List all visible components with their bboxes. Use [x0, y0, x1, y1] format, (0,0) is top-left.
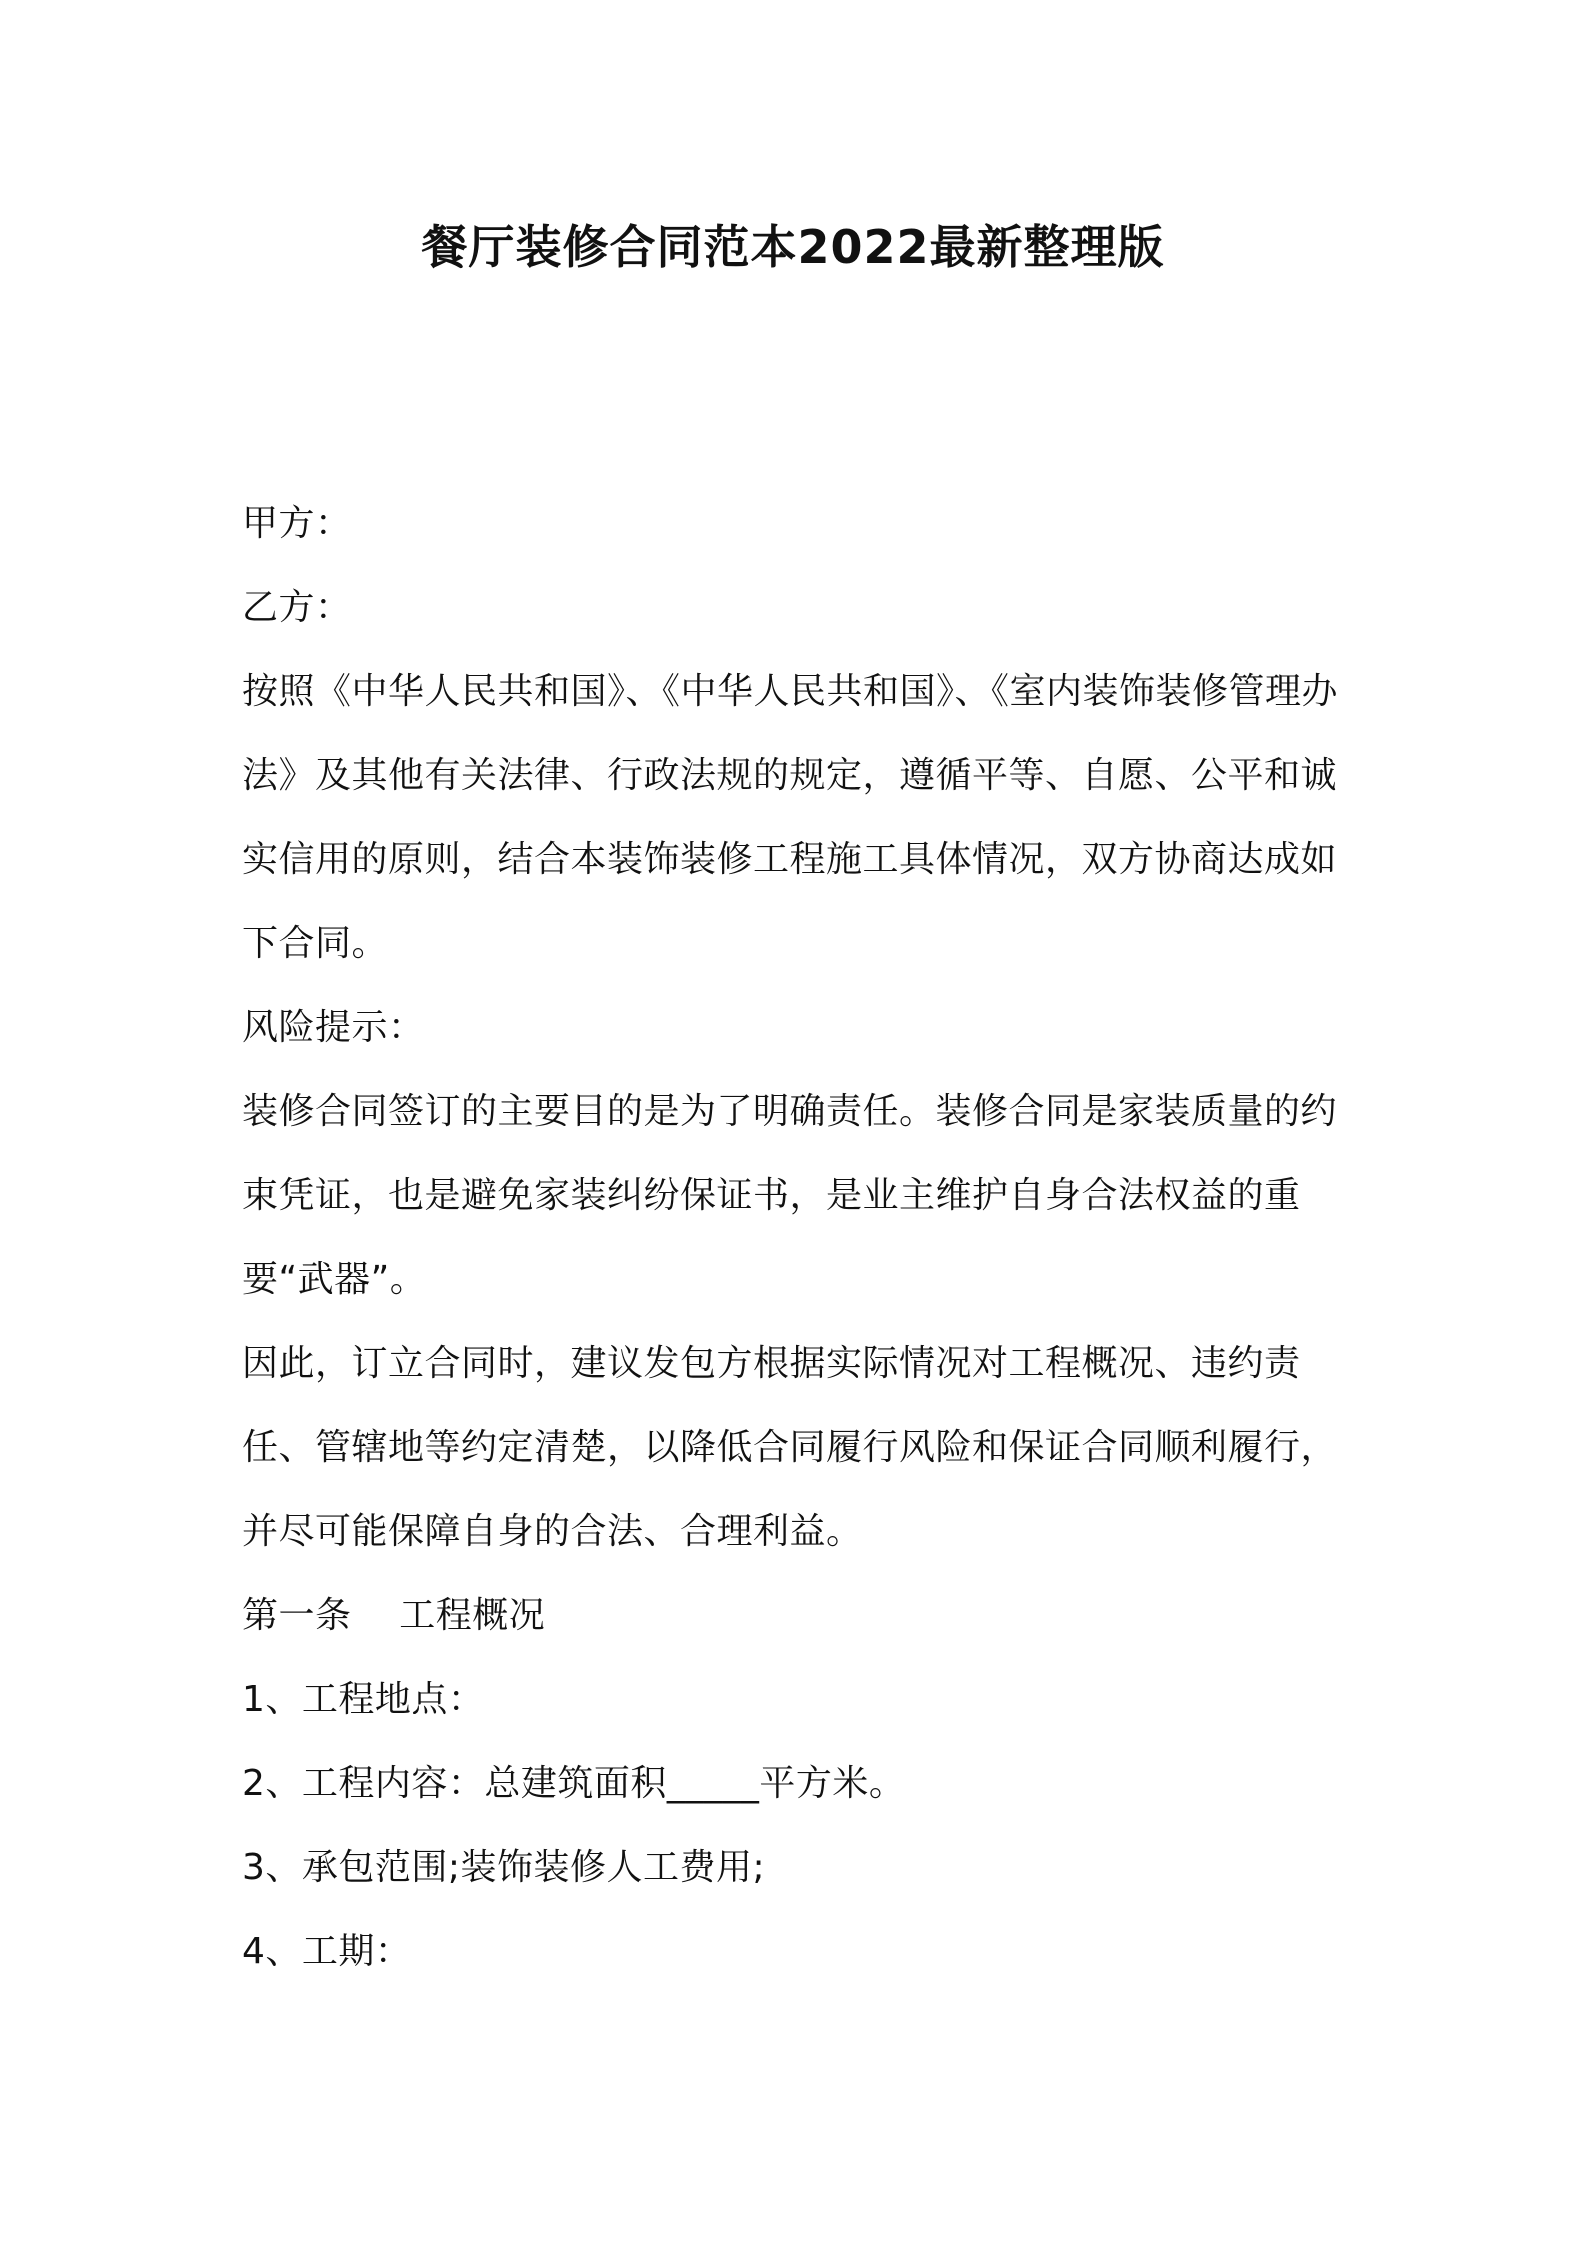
article-1-item: 1、工程地点：: [242, 1679, 485, 1720]
article-1-title: 工程概况: [399, 1595, 546, 1636]
article-1-item: 3、承包范围;装饰装修人工费用;: [242, 1847, 766, 1888]
article-1-item: 4、工期：: [242, 1931, 412, 1972]
party-a-line: 甲方：: [242, 503, 352, 544]
preamble-paragraph: 按照《中华人民共和国》、《中华人民共和国》、《室内装饰装修管理办法》及其他有关法律、行政法规的规定，遵循平等、自愿、公平和诚实信用的原则，结合本装饰装修工程施工具体情况，双方协商达成如下合同。: [242, 671, 1339, 964]
party-b-line: 乙方：: [242, 587, 352, 628]
document-body: [242, 482, 1360, 1994]
document-title: 餐厅装修合同范本2022最新整理版: [421, 220, 1165, 274]
article-1-heading: [242, 1574, 1360, 1658]
risk-heading: 风险提示：: [242, 1007, 425, 1048]
risk-paragraph-2: 因此，订立合同时，建议发包方根据实际情况对工程概况、违约责任、管辖地等约定清楚，以降低合同履行风险和保证合同顺利履行，并尽可能保障自身的合法、合理利益。: [242, 1343, 1338, 1552]
risk-paragraph-1: 装修合同签订的主要目的是为了明确责任。装修合同是家装质量的约束凭证，也是避免家装纠纷保证书，是业主维护自身合法权益的重要“武器”。: [242, 1091, 1338, 1300]
article-1-item: 2、工程内容：总建筑面积_____平方米。: [242, 1763, 906, 1804]
article-1-number: 第一条: [242, 1595, 352, 1636]
